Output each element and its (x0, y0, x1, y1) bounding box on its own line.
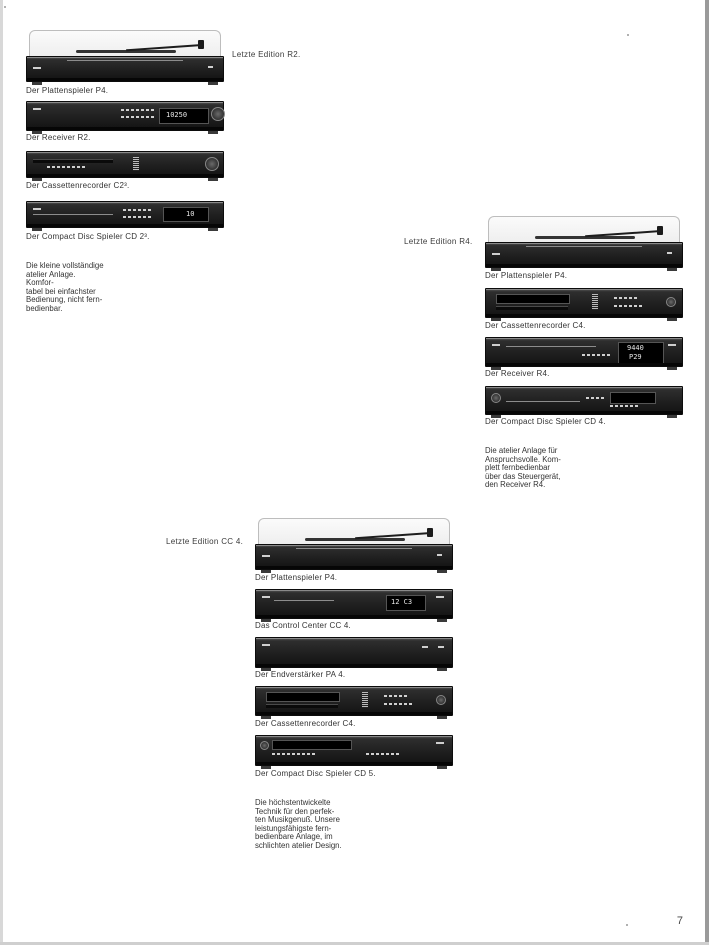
button-row (610, 405, 638, 407)
power-button (33, 67, 41, 69)
caption-r4-receiver: Der Receiver R4. (485, 369, 550, 378)
level-meter (133, 157, 139, 171)
receiver-display-text: 10250 (166, 111, 188, 119)
button-row (384, 703, 412, 705)
device-foot (667, 318, 677, 321)
cassette-slot (266, 704, 338, 708)
device-foot (437, 766, 447, 769)
cd-player-cd5-image (255, 735, 453, 766)
control-center-body (255, 589, 453, 619)
page-edge-left (0, 0, 3, 945)
disc-tray (506, 401, 580, 402)
power-button (33, 208, 41, 210)
power-button (262, 555, 270, 557)
receiver-display-frequency: 9440 (627, 344, 644, 352)
device-foot (208, 228, 218, 231)
button-row (614, 297, 637, 299)
cassette-body (255, 686, 453, 716)
power-button (262, 596, 270, 598)
cassette-body (485, 288, 683, 318)
device-foot (208, 131, 218, 134)
turntable-p4-image (485, 216, 683, 268)
level-meter (362, 692, 368, 708)
caption-cc4-cassette: Der Cassettenrecorder C4. (255, 719, 356, 728)
brand-badge (436, 596, 444, 598)
volume-knob (205, 157, 219, 171)
device-foot (437, 668, 447, 671)
receiver-r2-image (26, 101, 224, 131)
power-amplifier-pa4-image (255, 637, 453, 668)
device-foot (208, 178, 218, 181)
caption-r2-receiver: Der Receiver R2. (26, 133, 91, 142)
button-row (582, 354, 610, 356)
front-strip (67, 60, 183, 61)
receiver-body (26, 101, 224, 131)
button-row (123, 216, 151, 218)
receiver-display (159, 108, 209, 124)
power-button (260, 741, 269, 750)
brand-badge (436, 742, 444, 744)
turntable-body (485, 242, 683, 268)
device-foot (208, 82, 218, 85)
device-foot (667, 367, 677, 370)
cassette-c2-image (26, 151, 224, 178)
brand-badge (422, 646, 428, 648)
edition-cc4-description: Die höchstentwickelte Technik für den perfek- ten Musikgenuß. Unsere leistungsfähigste fern- bedienbare Anlage, im schlichten atelier Design. (255, 798, 342, 850)
cd-player-body (26, 201, 224, 228)
receiver-display-preset: P29 (629, 353, 642, 361)
front-strip (506, 346, 596, 347)
button-row (384, 695, 407, 697)
cd-player-body (485, 386, 683, 415)
caption-r2-cd: Der Compact Disc Spieler CD 2³. (26, 232, 150, 241)
control-knob (666, 297, 676, 307)
button-row (121, 116, 154, 118)
cd-display (272, 740, 352, 750)
caption-cc4-power-amplifier: Der Endverstärker PA 4. (255, 670, 346, 679)
device-foot (437, 570, 447, 573)
brand-badge (668, 344, 676, 346)
power-amplifier-body (255, 637, 453, 668)
front-strip (526, 246, 642, 247)
brand-badge (437, 554, 442, 556)
cd-player-cd4-image (485, 386, 683, 415)
button-row (614, 305, 642, 307)
cassette-c4-image (255, 686, 453, 716)
power-button (33, 108, 41, 110)
level-meter (592, 294, 598, 310)
device-foot (667, 268, 677, 271)
receiver-body (485, 337, 683, 367)
scan-speck (626, 924, 628, 926)
control-center-display-text: 12 C3 (391, 598, 413, 606)
edition-r4-description: Die atelier Anlage für Anspruchsvolle. Kom- plett fernbedienbar über das Steuergerät, den Receiver R4. (485, 446, 561, 490)
scan-speck (627, 34, 629, 36)
cd-display-text: 10 (186, 210, 195, 218)
scan-speck (4, 6, 6, 8)
turntable-body (255, 544, 453, 570)
caption-r2-cassette: Der Cassettenrecorder C2³. (26, 181, 130, 190)
turntable-body (26, 56, 224, 82)
power-button (492, 344, 500, 346)
device-foot (667, 415, 677, 418)
cd-player-body (255, 735, 453, 766)
brand-badge (667, 252, 672, 254)
cd-display (163, 207, 209, 222)
turntable-p4-image (255, 518, 453, 570)
button-row (366, 753, 399, 755)
control-knob (436, 695, 446, 705)
caption-cc4-turntable: Der Plattenspieler P4. (255, 573, 338, 582)
cassette-slot (496, 306, 568, 310)
power-button (492, 253, 500, 255)
turntable-p4-image (26, 30, 224, 82)
cd-display (610, 392, 656, 404)
caption-r4-cd: Der Compact Disc Spieler CD 4. (485, 417, 606, 426)
page-number: 7 (676, 915, 683, 927)
control-center-display (386, 595, 426, 611)
edition-r2-title: Letzte Edition R2. (232, 50, 301, 59)
power-button (262, 644, 270, 646)
button-row (121, 109, 154, 111)
brand-badge (208, 66, 213, 68)
cassette-c4-image (485, 288, 683, 318)
cassette-body (26, 151, 224, 178)
edition-r2-description: Die kleine vollständige atelier Anlage. Komfor- tabel bei einfachster Bedienung, nicht fern- bedienbar. (26, 261, 104, 313)
disc-tray (33, 214, 113, 215)
button-row (272, 753, 315, 755)
volume-knob (211, 107, 225, 121)
page-edge-right (705, 0, 709, 945)
receiver-display (618, 342, 664, 364)
indicator-light (438, 646, 444, 648)
caption-cc4-cd: Der Compact Disc Spieler CD 5. (255, 769, 376, 778)
power-button (491, 393, 501, 403)
front-strip (274, 600, 334, 601)
device-foot (437, 619, 447, 622)
front-strip (296, 548, 412, 549)
button-row (123, 209, 151, 211)
caption-r2-turntable: Der Plattenspieler P4. (26, 86, 109, 95)
receiver-r4-image (485, 337, 683, 367)
caption-cc4-control-center: Das Control Center CC 4. (255, 621, 351, 630)
control-center-cc4-image (255, 589, 453, 619)
caption-r4-cassette: Der Cassettenrecorder C4. (485, 321, 586, 330)
caption-r4-turntable: Der Plattenspieler P4. (485, 271, 568, 280)
cassette-display (496, 294, 570, 304)
device-foot (32, 228, 42, 231)
button-row (47, 166, 85, 168)
device-foot (32, 82, 42, 85)
button-row (586, 397, 604, 399)
device-foot (437, 716, 447, 719)
cd-player-cd2-image (26, 201, 224, 228)
edition-cc4-title: Letzte Edition CC 4. (166, 537, 244, 546)
edition-r4-title: Letzte Edition R4. (404, 237, 473, 246)
cassette-display (266, 692, 340, 702)
cassette-slot (33, 159, 113, 163)
